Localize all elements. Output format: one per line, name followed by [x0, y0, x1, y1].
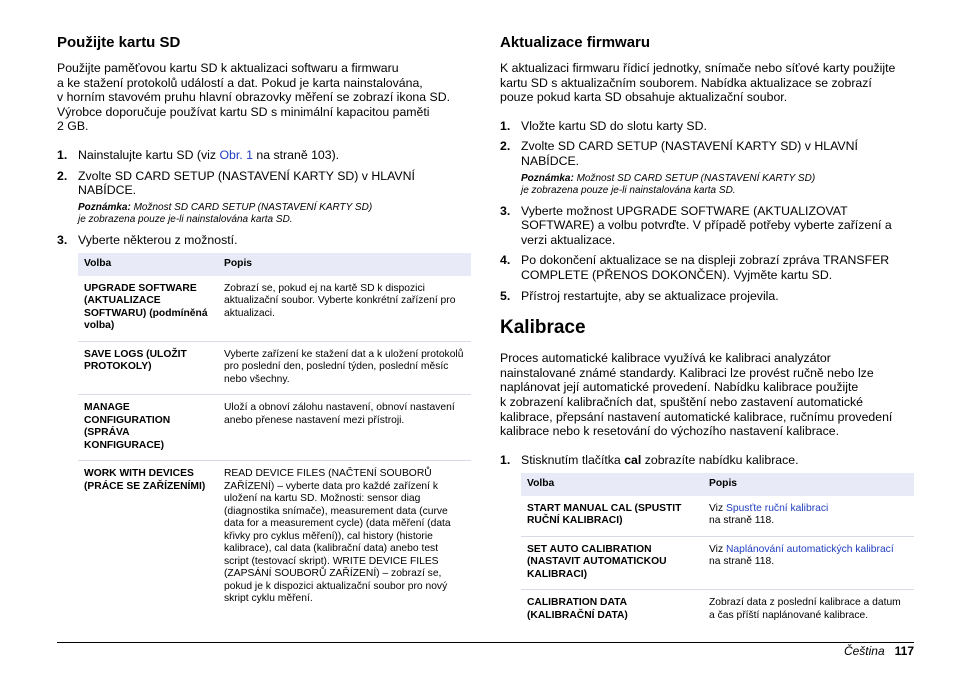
calibration-intro: Proces automatické kalibrace využívá ke kalibraci analyzátor nainstalované známé standardy. Kalibraci lze provést ručně nebo lze naplánovat její automatické provedení. Nabídku kalibrace použijte k zobrazení kalibračních dat, spuštění nebo zastavení automatické kalibrace, přepsání nastavení automatické kalibrace, ručnímu provedení kalibrace nebo k resetování do výchozího nastavení kalibrace.: [500, 351, 893, 439]
sd-card-steps: [57, 148, 472, 198]
footer-rule: [57, 642, 914, 643]
table-row: START MANUAL CAL (SPUSTIT RUČNÍ KALIBRACI) Viz Spusťte ruční kalibraci na straně 118.: [521, 496, 914, 537]
step-item: 4. Po dokončení aktualizace se na displeji zobrazí zpráva TRANSFER COMPLETE (PŘENOS DOKONČEN). Vyjměte kartu SD.: [500, 253, 890, 282]
column-header: Volba: [78, 253, 218, 276]
sd-options-table: [78, 253, 471, 614]
table-row: MANAGE CONFIGURATION (SPRÁVA KONFIGURACE) Uloží a obnoví zálohu nastavení, obnoví nastavení anebo přenese nastavení mezi přístroji.: [78, 395, 471, 461]
step-item: 2. Zvolte SD CARD SETUP (NASTAVENÍ KARTY SD) v HLAVNÍ NABÍDCE.: [57, 168, 415, 198]
note: Poznámka: Možnost SD CARD SETUP (NASTAVENÍ KARTY SD) je zobrazena pouze je-li nainstalována karta SD.: [78, 201, 373, 226]
section-heading-calibration: Kalibrace: [500, 317, 586, 339]
auto-calibration-link[interactable]: Naplánování automatických kalibrací: [725, 543, 894, 555]
page-number: 117: [894, 644, 914, 658]
page-footer: [844, 644, 914, 658]
note: Poznámka: Možnost SD CARD SETUP (NASTAVENÍ KARTY SD) je zobrazena pouze je-li nainstalována karta SD.: [521, 172, 816, 197]
step-item: 2. Zvolte SD CARD SETUP (NASTAVENÍ KARTY SD) v HLAVNÍ NABÍDCE.: [500, 139, 858, 168]
step-item: 1. Vložte kartu SD do slotu karty SD.: [500, 118, 707, 133]
table-row: WORK WITH DEVICES (PRÁCE SE ZAŘÍZENÍMI) READ DEVICE FILES (NAČTENÍ SOUBORŮ ZAŘÍZENÍ) – vyberte data pro každé zařízení k uložení na kartu SD. Možnosti: sensor diag (diagnostika snímače), measurement data (curve data for a measurement cycle) (data měření (data křivky pro cyklus měření)), cal history (historie kalibrace), cal data (kalibrační data) anebo test script (testovací skript). WRITE DEVICE FILES (ZAPSÁNÍ SOUBORŮ ZAŘÍZENÍ) – zobrazí se, pokud je k dispozici aktualizační soubor pro nový skript cyklu měření.: [84, 468, 451, 605]
step-item: 3. Vyberte některou z možností.: [57, 232, 238, 247]
table-header-row: [78, 253, 471, 276]
step-item: 1. Nainstalujte kartu SD (viz Obr. 1 na straně 103).: [57, 147, 340, 162]
step-item: 3. Vyberte možnost UPGRADE SOFTWARE (AKTUALIZOVAT SOFTWARE) a volbu potvrďte. V případě potřeby vyberte zařízení a verzi aktualizace.: [500, 203, 892, 247]
right-column: [500, 30, 915, 630]
table-row: SET AUTO CALIBRATION (NASTAVIT AUTOMATICKOU KALIBRACI) Viz Naplánování automatických kalibrací na straně 118.: [521, 536, 914, 590]
manual-calibration-link[interactable]: Spusťte ruční kalibraci: [725, 502, 829, 514]
firmware-intro: K aktualizaci firmwaru řídicí jednotky, snímače nebo síťové karty použijte kartu SD s aktualizačním souborem. Nabídka aktualizace se zobrazí pouze pokud karta SD obsahuje aktualizační soubor.: [500, 61, 896, 105]
calibration-options-table: [521, 473, 914, 630]
step-item: 1. Stisknutím tlačítka cal zobrazíte nabídku kalibrace.: [500, 452, 799, 467]
step-item: 5. Přístroj restartujte, aby se aktualizace projevila.: [500, 288, 779, 303]
footer-language: Čeština: [843, 644, 885, 658]
table-row: SAVE LOGS (ULOŽIT PROTOKOLY) Vyberte zařízení ke stažení dat a k uložení protokolů pro poslední den, poslední týden, poslední měsíc nebo všechny.: [78, 341, 471, 395]
cal-key: cal: [624, 452, 642, 467]
sd-card-intro: Použijte paměťovou kartu SD k aktualizaci softwaru a firmwaru a ke stažení protokolů událostí a dat. Pokud je karta nainstalována, v horním stavovém pruhu hlavní obrazovky měření se zobrazí ikona SD. Výrobce doporučuje používat kartu SD s minimální kapacitou paměti 2 GB.: [57, 61, 450, 134]
table-row: CALIBRATION DATA (KALIBRAČNÍ DATA) Zobrazí data z poslední kalibrace a datum a čas příští naplánované kalibrace.: [527, 597, 901, 621]
table-header-row: [521, 473, 914, 496]
figure-link[interactable]: Obr. 1: [219, 147, 253, 162]
column-header: Popis: [218, 253, 471, 276]
firmware-steps: [500, 119, 915, 169]
column-header: Popis: [703, 473, 914, 496]
left-column: [57, 30, 472, 614]
table-row: UPGRADE SOFTWARE (AKTUALIZACE SOFTWARU) (podmíněná volba) Zobrazí se, pokud ej na kartě SD k dispozici aktualizační soubor. Vyberte konkrétní zařízení pro aktualizaci.: [78, 276, 471, 342]
section-heading-sd-card: Použijte kartu SD: [57, 34, 181, 51]
column-header: Volba: [521, 473, 703, 496]
section-heading-firmware: Aktualizace firmwaru: [500, 34, 651, 51]
